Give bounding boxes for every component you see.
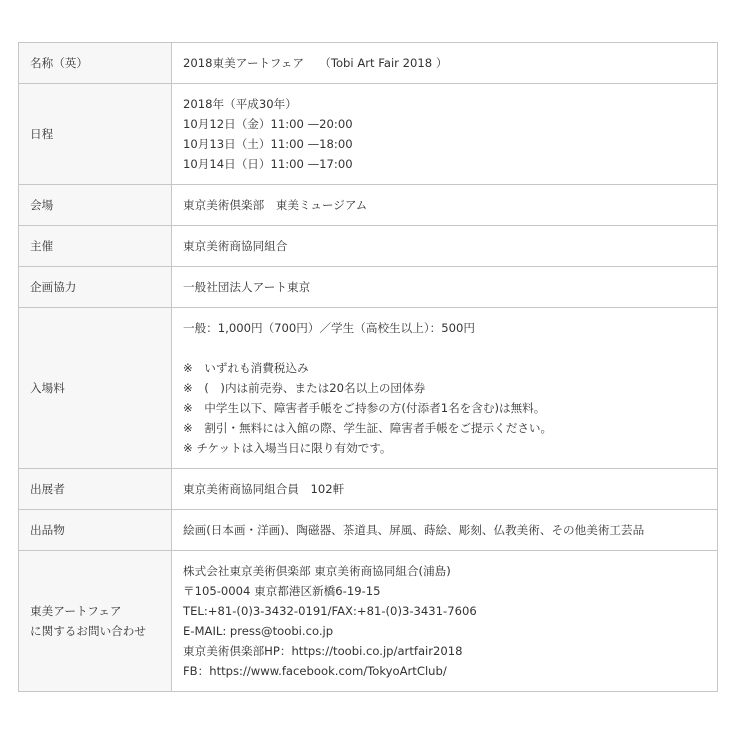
row-value-exhibitors bbox=[172, 469, 718, 510]
contact-company: 株式会社東京美術倶楽部 東京美術商協同組合(浦島) bbox=[183, 564, 451, 578]
label-text: に関するお問い合わせ bbox=[30, 624, 146, 638]
value-line: 10月13日（土）11:00 —18:00 bbox=[183, 137, 353, 151]
row-value-venue bbox=[172, 185, 718, 226]
value-line: 一般社団法人アート東京 bbox=[183, 280, 311, 294]
label-text: 出品物 bbox=[30, 523, 65, 537]
row-value-items bbox=[172, 510, 718, 551]
table-row-organizer bbox=[19, 226, 718, 267]
contact-address: 〒105-0004 東京都港区新橋6-19-15 bbox=[183, 584, 381, 598]
label-text: 東美アートフェア bbox=[30, 604, 122, 618]
table-row-cooperation bbox=[19, 267, 718, 308]
contact-facebook: FB：https://www.facebook.com/TokyoArtClub/ bbox=[183, 664, 447, 678]
value-line: 10月14日（日）11:00 —17:00 bbox=[183, 157, 353, 171]
label-text: 会場 bbox=[30, 198, 54, 212]
table-row-exhibitors bbox=[19, 469, 718, 510]
table-row-venue bbox=[19, 185, 718, 226]
row-label-name bbox=[19, 43, 172, 84]
table-row-schedule bbox=[19, 84, 718, 185]
label-text: 主催 bbox=[30, 239, 54, 253]
label-text: 名称（英） bbox=[30, 56, 88, 70]
event-info-table bbox=[18, 42, 718, 692]
value-line: 東京美術商協同組合 bbox=[183, 239, 288, 253]
table-row-items bbox=[19, 510, 718, 551]
label-text: 企画協力 bbox=[30, 280, 77, 294]
value-line: 10月12日（金）11:00 —20:00 bbox=[183, 117, 353, 131]
row-label-organizer bbox=[19, 226, 172, 267]
blank-line bbox=[183, 338, 717, 358]
value-line: 東京美術商協同組合員 102軒 bbox=[183, 482, 345, 496]
row-value-admission bbox=[172, 308, 718, 469]
value-line: 一般：1,000円（700円）／学生（高校生以上）：500円 bbox=[183, 321, 475, 335]
value-line: 東京美術倶楽部 東美ミュージアム bbox=[183, 198, 368, 212]
value-line: ※ いずれも消費税込み bbox=[183, 361, 309, 375]
row-label-schedule bbox=[19, 84, 172, 185]
value-line: ※ 割引・無料には入館の際、学生証、障害者手帳をご提示ください。 bbox=[183, 421, 553, 435]
label-text: 入場料 bbox=[30, 381, 65, 395]
value-line: 2018東美アートフェア （Tobi Art Fair 2018 ） bbox=[183, 56, 448, 70]
value-line: ※ ( )内は前売券、または20名以上の団体券 bbox=[183, 381, 426, 395]
value-line: 2018年（平成30年） bbox=[183, 97, 297, 111]
row-value-name bbox=[172, 43, 718, 84]
contact-phone-fax: TEL:+81-(0)3-3432-0191/FAX:+81-(0)3-3431-7606 bbox=[183, 604, 477, 618]
row-label-venue bbox=[19, 185, 172, 226]
contact-email: E-MAIL: press@toobi.co.jp bbox=[183, 624, 334, 638]
row-label-exhibitors bbox=[19, 469, 172, 510]
value-line: ※ チケットは入場当日に限り有効です。 bbox=[183, 441, 392, 455]
row-value-contact bbox=[172, 551, 718, 692]
table-row-name bbox=[19, 43, 718, 84]
label-text: 日程 bbox=[30, 127, 54, 141]
row-value-cooperation bbox=[172, 267, 718, 308]
value-line: 絵画(日本画・洋画)、陶磁器、茶道具、屏風、蒔絵、彫刻、仏教美術、その他美術工芸品 bbox=[183, 523, 645, 537]
row-label-cooperation bbox=[19, 267, 172, 308]
table-row-contact bbox=[19, 551, 718, 692]
label-text: 出展者 bbox=[30, 482, 65, 496]
row-label-admission bbox=[19, 308, 172, 469]
row-label-contact bbox=[19, 551, 172, 692]
table-row-admission bbox=[19, 308, 718, 469]
row-value-schedule bbox=[172, 84, 718, 185]
contact-homepage: 東京美術倶楽部HP：https://toobi.co.jp/artfair2018 bbox=[183, 644, 463, 658]
row-value-organizer bbox=[172, 226, 718, 267]
value-line: ※ 中学生以下、障害者手帳をご持参の方(付添者1名を含む)は無料。 bbox=[183, 401, 546, 415]
row-label-items bbox=[19, 510, 172, 551]
